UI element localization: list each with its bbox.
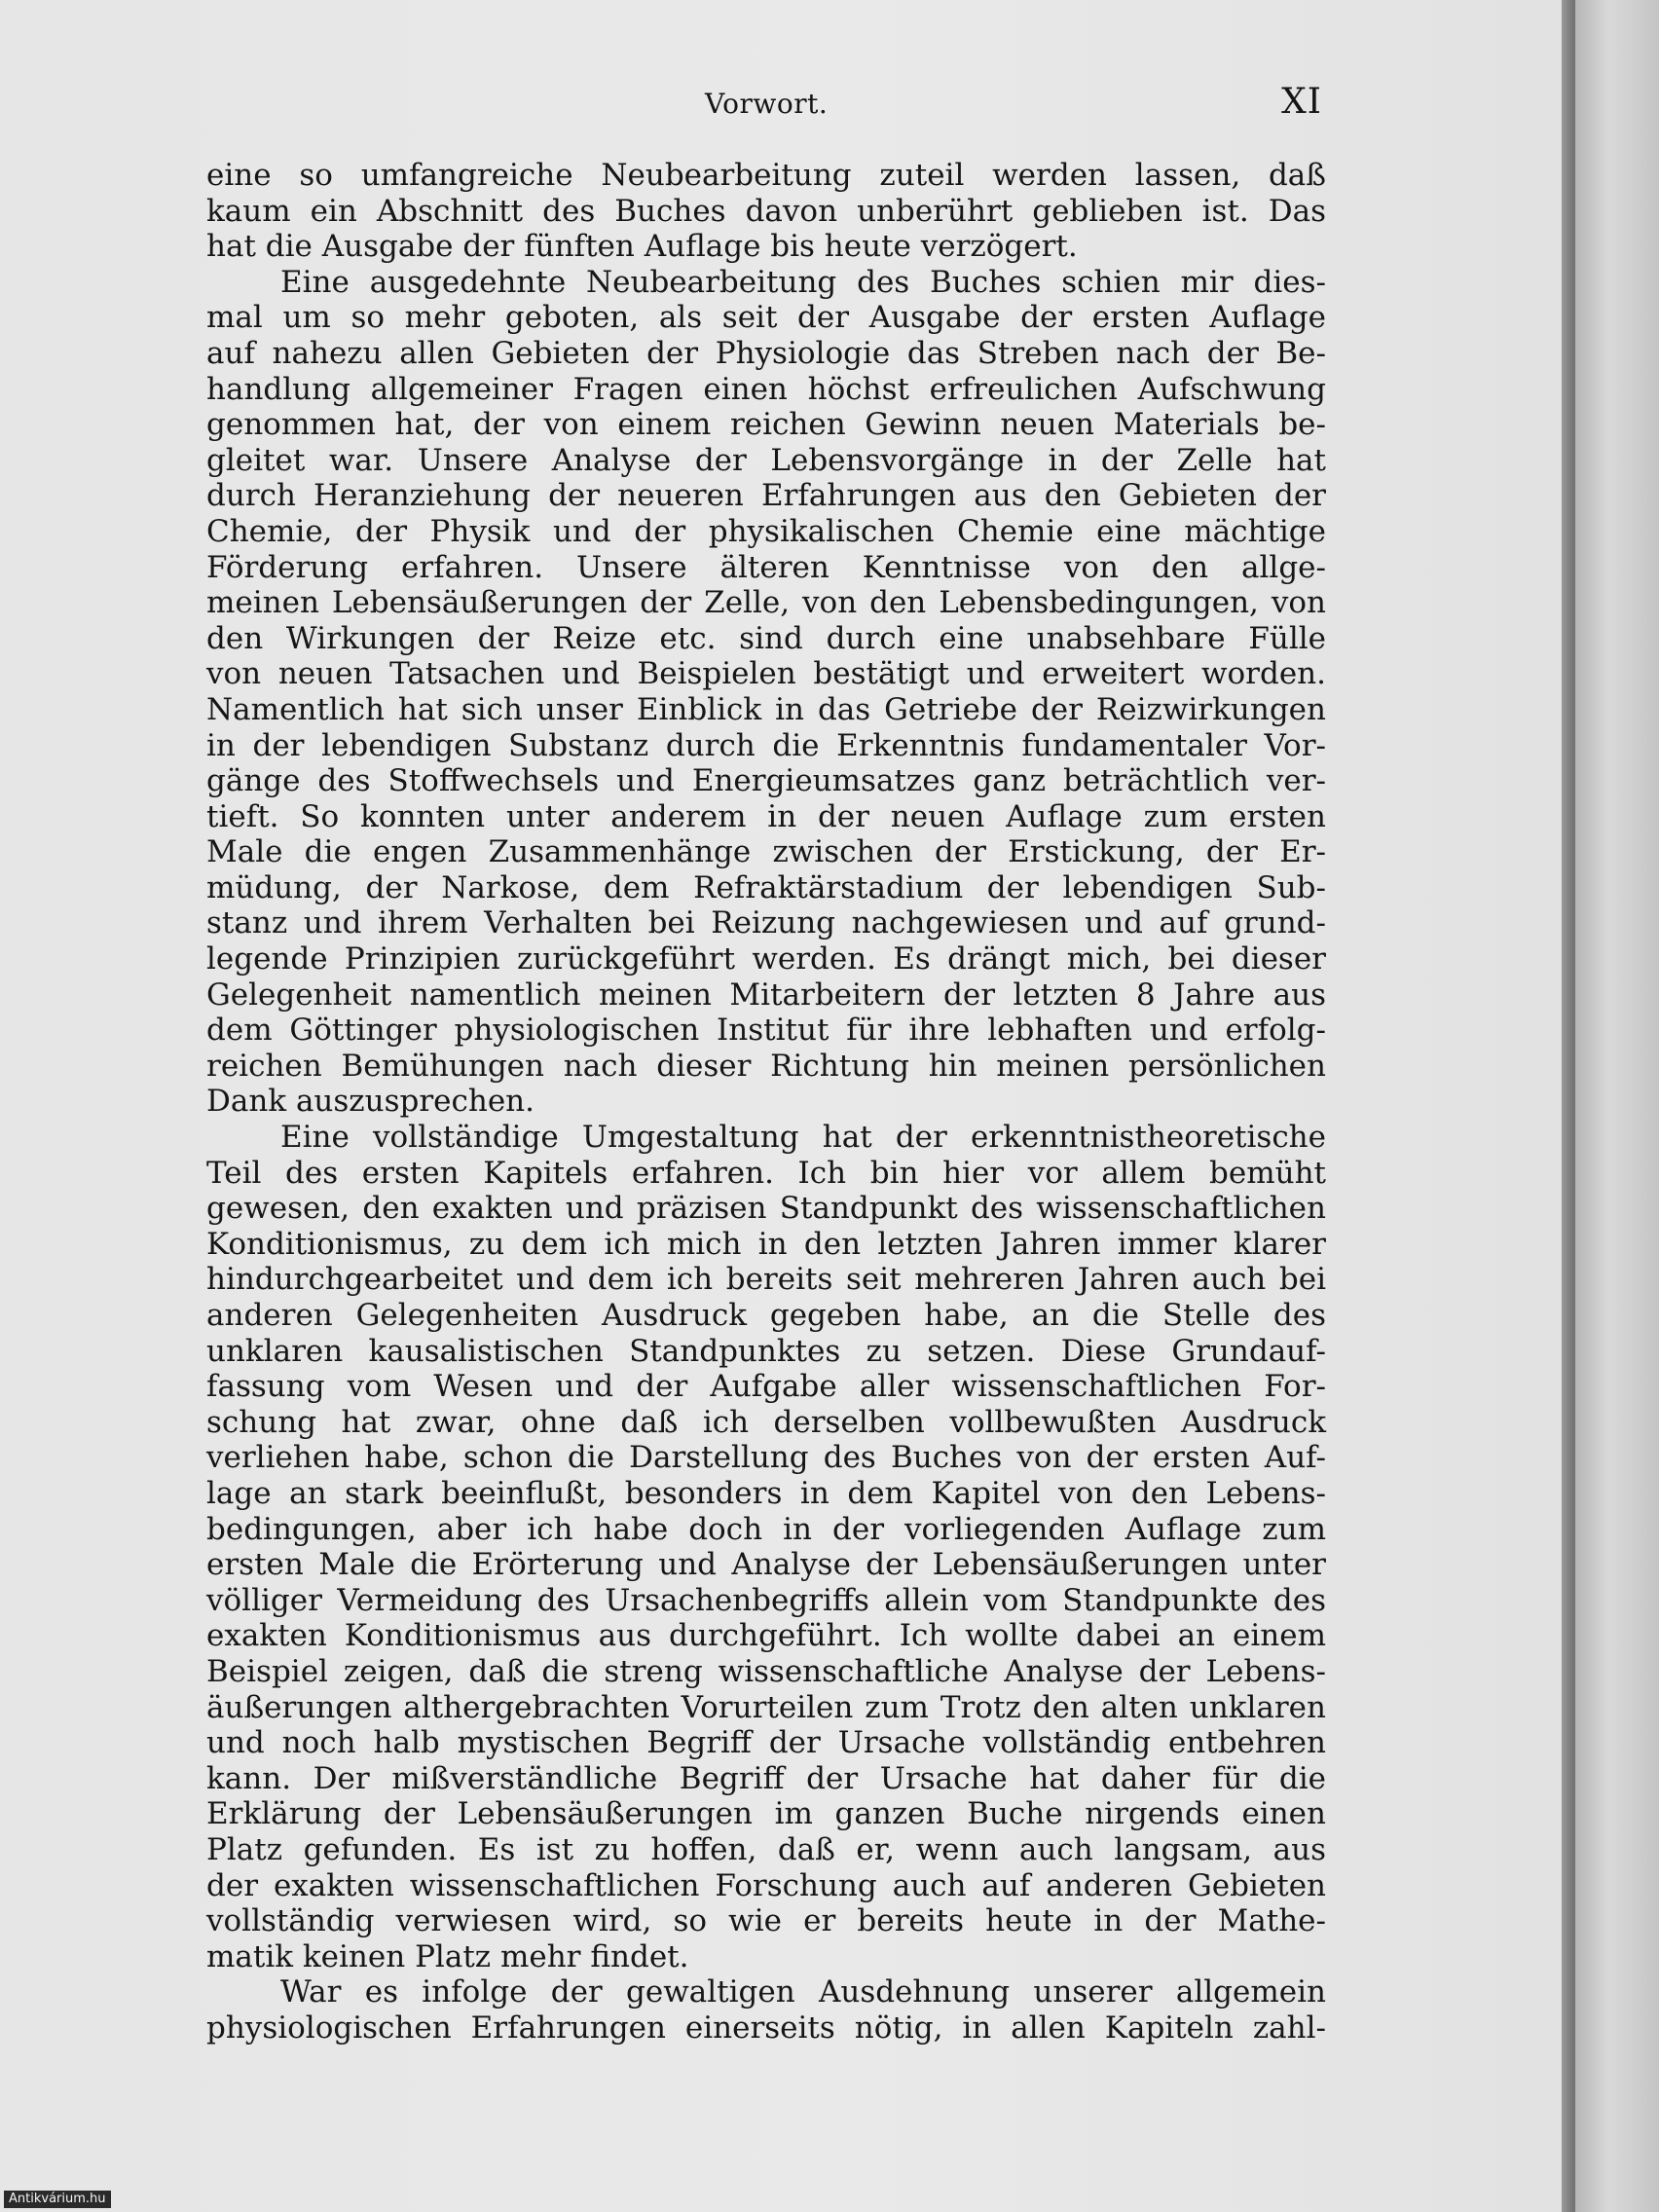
paragraph (206, 265, 1326, 1120)
text-line: dem Göttinger physiologischen Institut für ihre lebhaften und erfolg- (206, 1013, 1326, 1049)
text-line: müdung, der Narkose, dem Refraktärstadium der lebendigen Sub- (206, 869, 1326, 905)
background-surface (1575, 0, 1659, 2212)
paragraph (206, 1974, 1326, 2046)
running-head (208, 82, 1322, 130)
text-line: tieft. So konnten unter anderem in der neuen Auflage zum ersten (206, 798, 1326, 834)
running-title: Vorwort. (705, 88, 829, 120)
text-line: gänge des Stoffwechsels und Energieumsatzes ganz beträchtlich ver- (206, 763, 1326, 799)
text-line: Beispiel zeigen, daß die streng wissenschaftliche Analyse der Lebens- (206, 1653, 1326, 1689)
text-line: Konditionismus, zu dem ich mich in den letzten Jahren immer klarer (206, 1226, 1326, 1262)
text-line: in der lebendigen Substanz durch die Erkenntnis fundamentaler Vor- (206, 727, 1326, 763)
text-line: Namentlich hat sich unser Einblick in das Getriebe der Reizwirkungen (206, 691, 1326, 727)
text-line: Male die engen Zusammenhänge zwischen der Erstickung, der Er- (206, 834, 1326, 870)
text-line: kann. Der mißverständliche Begriff der Ursache hat daher für die (206, 1760, 1326, 1796)
text-line: gleitet war. Unsere Analyse der Lebensvorgänge in der Zelle hat (206, 442, 1326, 478)
body-text (206, 158, 1326, 2046)
text-line: genommen hat, der von einem reichen Gewinn neuen Materials be- (206, 407, 1326, 443)
text-line: reichen Bemühungen nach dieser Richtung hin meinen persönlichen (206, 1048, 1326, 1084)
text-line: eine so umfangreiche Neubearbeitung zuteil werden lassen, daß (206, 158, 1326, 193)
text-line: exakten Konditionismus aus durchgeführt. Ich wollte dabei an einem (206, 1618, 1326, 1654)
text-line: Chemie, der Physik und der physikalischen Chemie eine mächtige (206, 513, 1326, 549)
text-line: vollständig verwiesen wird, so wie er bereits heute in der Mathe- (206, 1903, 1326, 1939)
text-line: äußerungen althergebrachten Vorurteilen zum Trotz den alten unklaren (206, 1689, 1326, 1725)
text-line: ersten Male die Erörterung und Analyse der Lebensäußerungen unter (206, 1547, 1326, 1583)
text-line: Eine vollständige Umgestaltung hat der erkenntnistheoretische (280, 1120, 1326, 1156)
text-line: durch Heranziehung der neueren Erfahrungen aus den Gebieten der (206, 478, 1326, 514)
text-line: völliger Vermeidung des Ursachenbegriffs allein vom Standpunkte des (206, 1582, 1326, 1618)
text-line: Förderung erfahren. Unsere älteren Kenntnisse von den allge- (206, 549, 1326, 585)
text-line: legende Prinzipien zurückgeführt werden. Es drängt mich, bei dieser (206, 941, 1326, 977)
text-line: lage an stark beeinflußt, besonders in dem Kapitel von den Lebens- (206, 1475, 1326, 1511)
text-line: meinen Lebensäußerungen der Zelle, von den Lebensbedingungen, von (206, 585, 1326, 621)
text-line: Gelegenheit namentlich meinen Mitarbeitern der letzten 8 Jahre aus (206, 977, 1326, 1013)
text-line: stanz und ihrem Verhalten bei Reizung nachgewiesen und auf grund- (206, 905, 1326, 941)
page-number: XI (1281, 82, 1322, 122)
text-line: von neuen Tatsachen und Beispielen bestätigt und erweitert worden. (206, 656, 1326, 692)
text-line: unklaren kausalistischen Standpunktes zu setzen. Diese Grundauf- (206, 1333, 1326, 1369)
text-line: schung hat zwar, ohne daß ich derselben vollbewußten Ausdruck (206, 1404, 1326, 1440)
text-line: Erklärung der Lebensäußerungen im ganzen Buche nirgends einen (206, 1796, 1326, 1832)
text-line: Dank auszusprechen. (206, 1084, 535, 1120)
text-line: gewesen, den exakten und präzisen Standpunkt des wissenschaftlichen (206, 1191, 1326, 1227)
text-line: Platz gefunden. Es ist zu hoffen, daß er, wenn auch langsam, aus (206, 1831, 1326, 1867)
text-line: hindurchgearbeitet und dem ich bereits seit mehreren Jahren auch bei (206, 1262, 1326, 1298)
text-line: anderen Gelegenheiten Ausdruck gegeben habe, an die Stelle des (206, 1298, 1326, 1333)
text-line: matik keinen Platz mehr findet. (206, 1938, 689, 1974)
watermark: Antikvárium.hu (4, 2191, 111, 2208)
text-line: und noch halb mystischen Begriff der Ursache vollständig entbehren (206, 1725, 1326, 1761)
text-line: handlung allgemeiner Fragen einen höchst erfreulichen Aufschwung (206, 371, 1326, 407)
text-line: hat die Ausgabe der fünften Auflage bis heute verzögert. (206, 229, 1078, 265)
text-line: der exakten wissenschaftlichen Forschung auch auf anderen Gebieten (206, 1867, 1326, 1903)
text-line: kaum ein Abschnitt des Buches davon unberührt geblieben ist. Das (206, 193, 1326, 229)
page-edge-shadow (1562, 0, 1575, 2212)
paragraph (206, 158, 1326, 265)
text-line: Eine ausgedehnte Neubearbeitung des Buches schien mir dies- (280, 264, 1326, 300)
text-line: auf nahezu allen Gebieten der Physiologie das Streben nach der Be- (206, 335, 1326, 371)
text-line: bedingungen, aber ich habe doch in der vorliegenden Auflage zum (206, 1511, 1326, 1547)
text-line: verliehen habe, schon die Darstellung des Buches von der ersten Auf- (206, 1440, 1326, 1476)
text-line: den Wirkungen der Reize etc. sind durch eine unabsehbare Fülle (206, 620, 1326, 656)
text-line: fassung vom Wesen und der Aufgabe aller wissenschaftlichen For- (206, 1369, 1326, 1405)
text-line: War es infolge der gewaltigen Ausdehnung unserer allgemein (280, 1974, 1326, 2010)
text-line: Teil des ersten Kapitels erfahren. Ich bin hier vor allem bemüht (206, 1155, 1326, 1191)
text-line: mal um so mehr geboten, als seit der Ausgabe der ersten Auflage (206, 300, 1326, 336)
paragraph (206, 1120, 1326, 1974)
text-line: physiologischen Erfahrungen einerseits nötig, in allen Kapiteln zahl- (206, 2009, 1326, 2046)
